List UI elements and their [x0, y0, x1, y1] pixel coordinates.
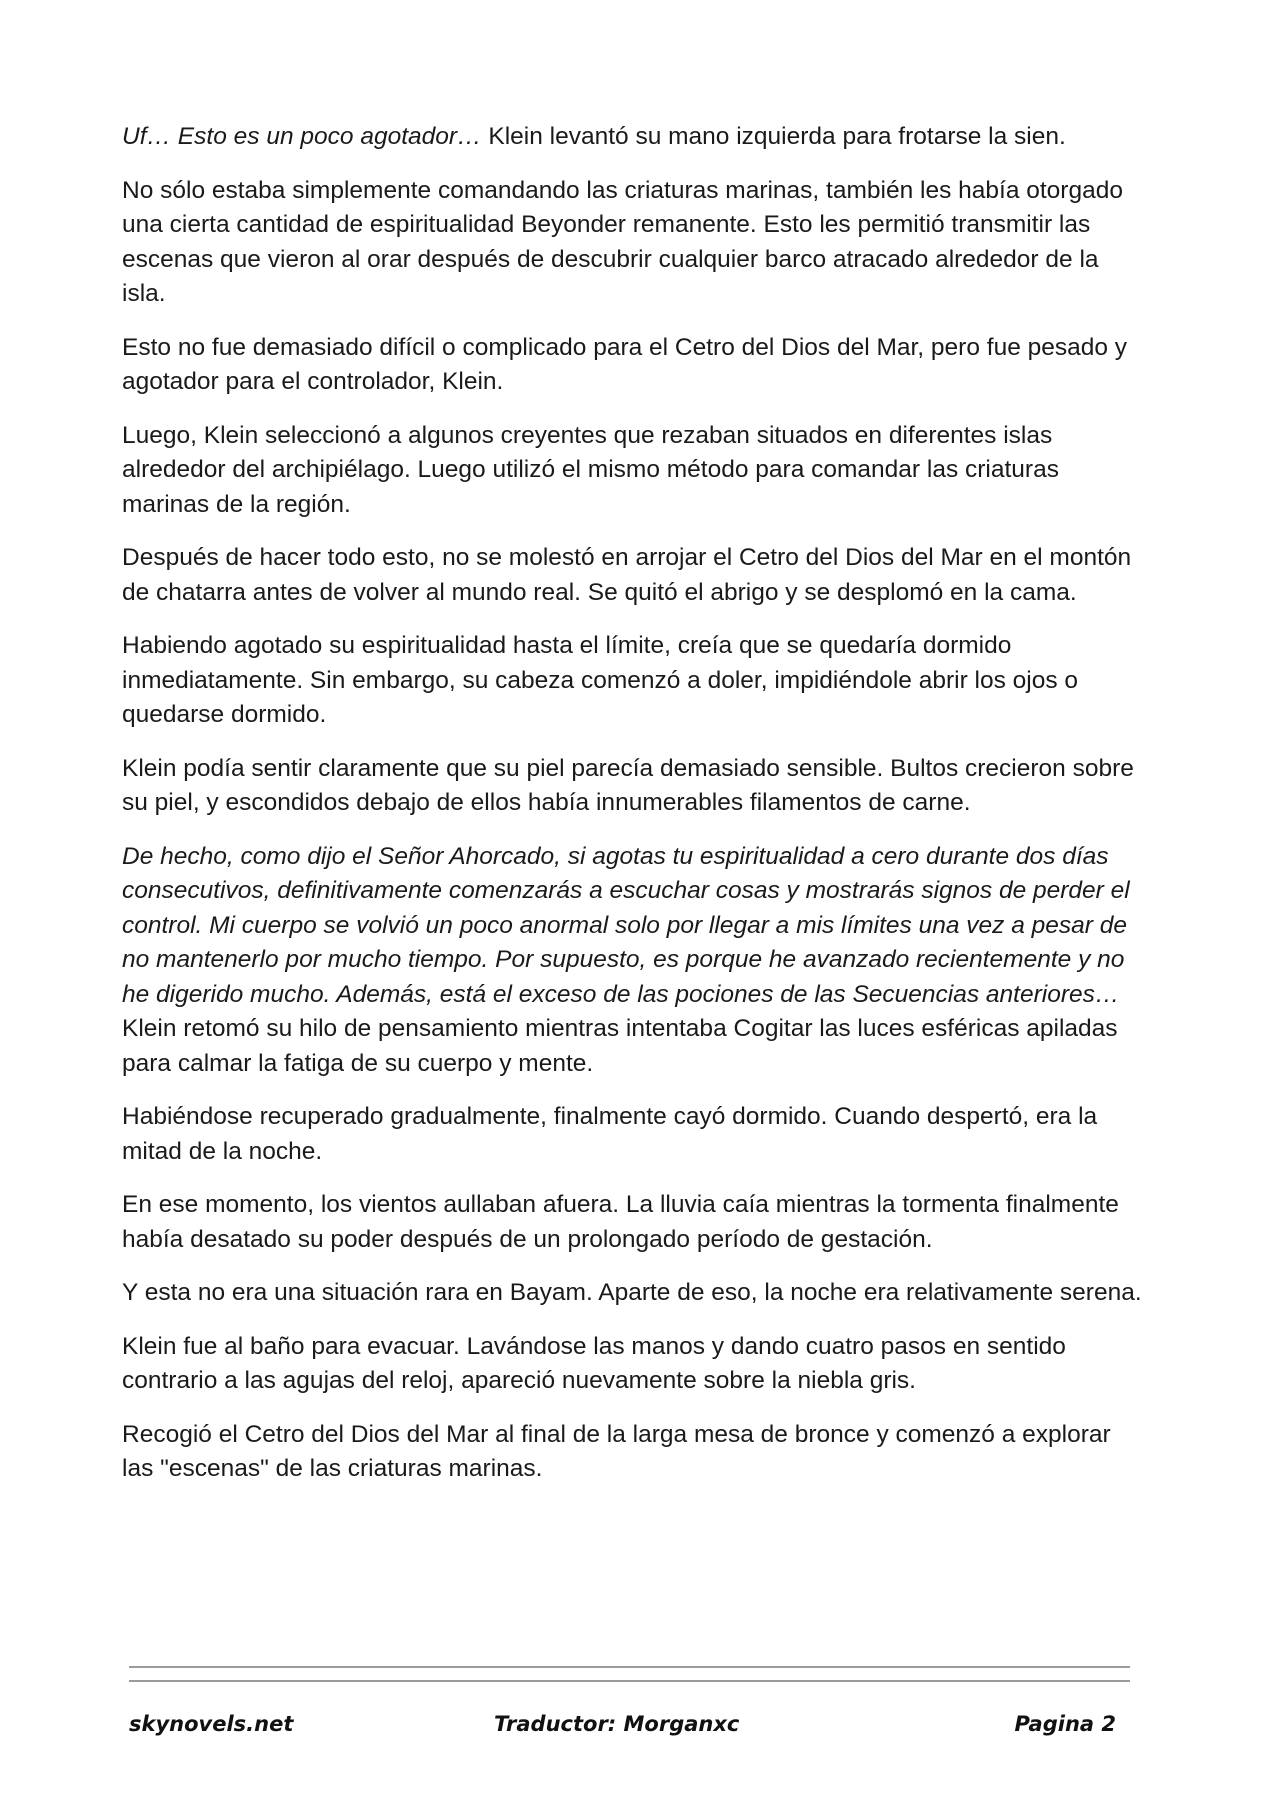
paragraph-text: Klein podía sentir claramente que su piel parecía demasiado sensible. Bultos crecieron sobre su piel, y escondidos debajo de ellos había innumerables filamentos de carne.: [122, 754, 1134, 816]
footer-divider: [129, 1666, 1130, 1686]
paragraph-text: Klein retomó su hilo de pensamiento mientras intentaba Cogitar las luces esféricas apiladas para calmar la fatiga de su cuerpo y mente.: [122, 1015, 1118, 1077]
paragraph-italic: De hecho, como dijo el Señor Ahorcado, si agotas tu espiritualidad a cero durante dos días consecutivos, definitivamente comenzarás a escuchar cosas y mostrarás signos de perder el control. Mi cuerpo se volvió un poco anormal solo por llegar a mis límites una vez a pesar de no mantenerlo por mucho tiempo. Por supuesto, es porque he avanzado recientemente y no he digerido mucho. Además, está el exceso de las pociones de las Secuencias anteriores…: [122, 842, 1130, 1008]
paragraph-2: [122, 174, 1142, 312]
paragraph-11: [122, 1276, 1142, 1311]
paragraph-3: [122, 331, 1142, 400]
footer-translator: Traductor: Morganxc: [494, 1712, 740, 1736]
paragraph-6: [122, 629, 1142, 733]
paragraph-text: No sólo estaba simplemente comandando las criaturas marinas, también les había otorgado una cierta cantidad de espiritualidad Beyonder remanente. Esto les permitió transmitir las escenas que vieron al orar después de descubrir cualquier barco atracado alrededor de la isla.: [122, 176, 1123, 307]
paragraph-text: Recogió el Cetro del Dios del Mar al final de la larga mesa de bronce y comenzó a explorar las "escenas" de las criaturas marinas.: [122, 1420, 1111, 1482]
paragraph-12: [122, 1330, 1142, 1399]
paragraph-8: [122, 840, 1142, 1082]
paragraph-italic: Uf… Esto es un poco agotador…: [122, 123, 482, 150]
paragraph-text: Y esta no era una situación rara en Bayam. Aparte de eso, la noche era relativamente serena.: [122, 1279, 1142, 1306]
footer-rule-bottom: [129, 1680, 1130, 1682]
paragraph-4: [122, 419, 1142, 523]
paragraph-text: En ese momento, los vientos aullaban afuera. La lluvia caía mientras la tormenta finalmente había desatado su poder después de un prolongado período de gestación.: [122, 1191, 1119, 1253]
paragraph-text: Esto no fue demasiado difícil o complicado para el Cetro del Dios del Mar, pero fue pesado y agotador para el controlador, Klein.: [122, 333, 1128, 395]
paragraph-7: [122, 752, 1142, 821]
paragraph-text: Habiéndose recuperado gradualmente, finalmente cayó dormido. Cuando despertó, era la mitad de la noche.: [122, 1103, 1098, 1165]
paragraph-text: Klein levantó su mano izquierda para frotarse la sien.: [481, 123, 1066, 150]
paragraph-text: Luego, Klein seleccionó a algunos creyentes que rezaban situados en diferentes islas alrededor del archipiélago. Luego utilizó el mismo método para comandar las criaturas marinas de la región.: [122, 421, 1059, 518]
paragraph-text: Klein fue al baño para evacuar. Lavándose las manos y dando cuatro pasos en sentido contrario a las agujas del reloj, apareció nuevamente sobre la niebla gris.: [122, 1332, 1066, 1394]
footer-site: skynovels.net: [129, 1712, 294, 1736]
paragraph-10: [122, 1188, 1142, 1257]
paragraph-13: [122, 1418, 1142, 1487]
footer-rule-top: [129, 1666, 1130, 1668]
paragraph-5: [122, 541, 1142, 610]
paragraph-text: Después de hacer todo esto, no se molestó en arrojar el Cetro del Dios del Mar en el montón de chatarra antes de volver al mundo real. Se quitó el abrigo y se desplomó en la cama.: [122, 544, 1132, 606]
chapter-text: [122, 120, 1142, 1506]
paragraph-1: [122, 120, 1142, 155]
paragraph-9: [122, 1100, 1142, 1169]
footer-page-number: Pagina 2: [1014, 1712, 1116, 1736]
paragraph-text: Habiendo agotado su espiritualidad hasta el límite, creía que se quedaría dormido inmediatamente. Sin embargo, su cabeza comenzó a doler, impidiéndole abrir los ojos o quedarse dormido.: [122, 632, 1079, 728]
